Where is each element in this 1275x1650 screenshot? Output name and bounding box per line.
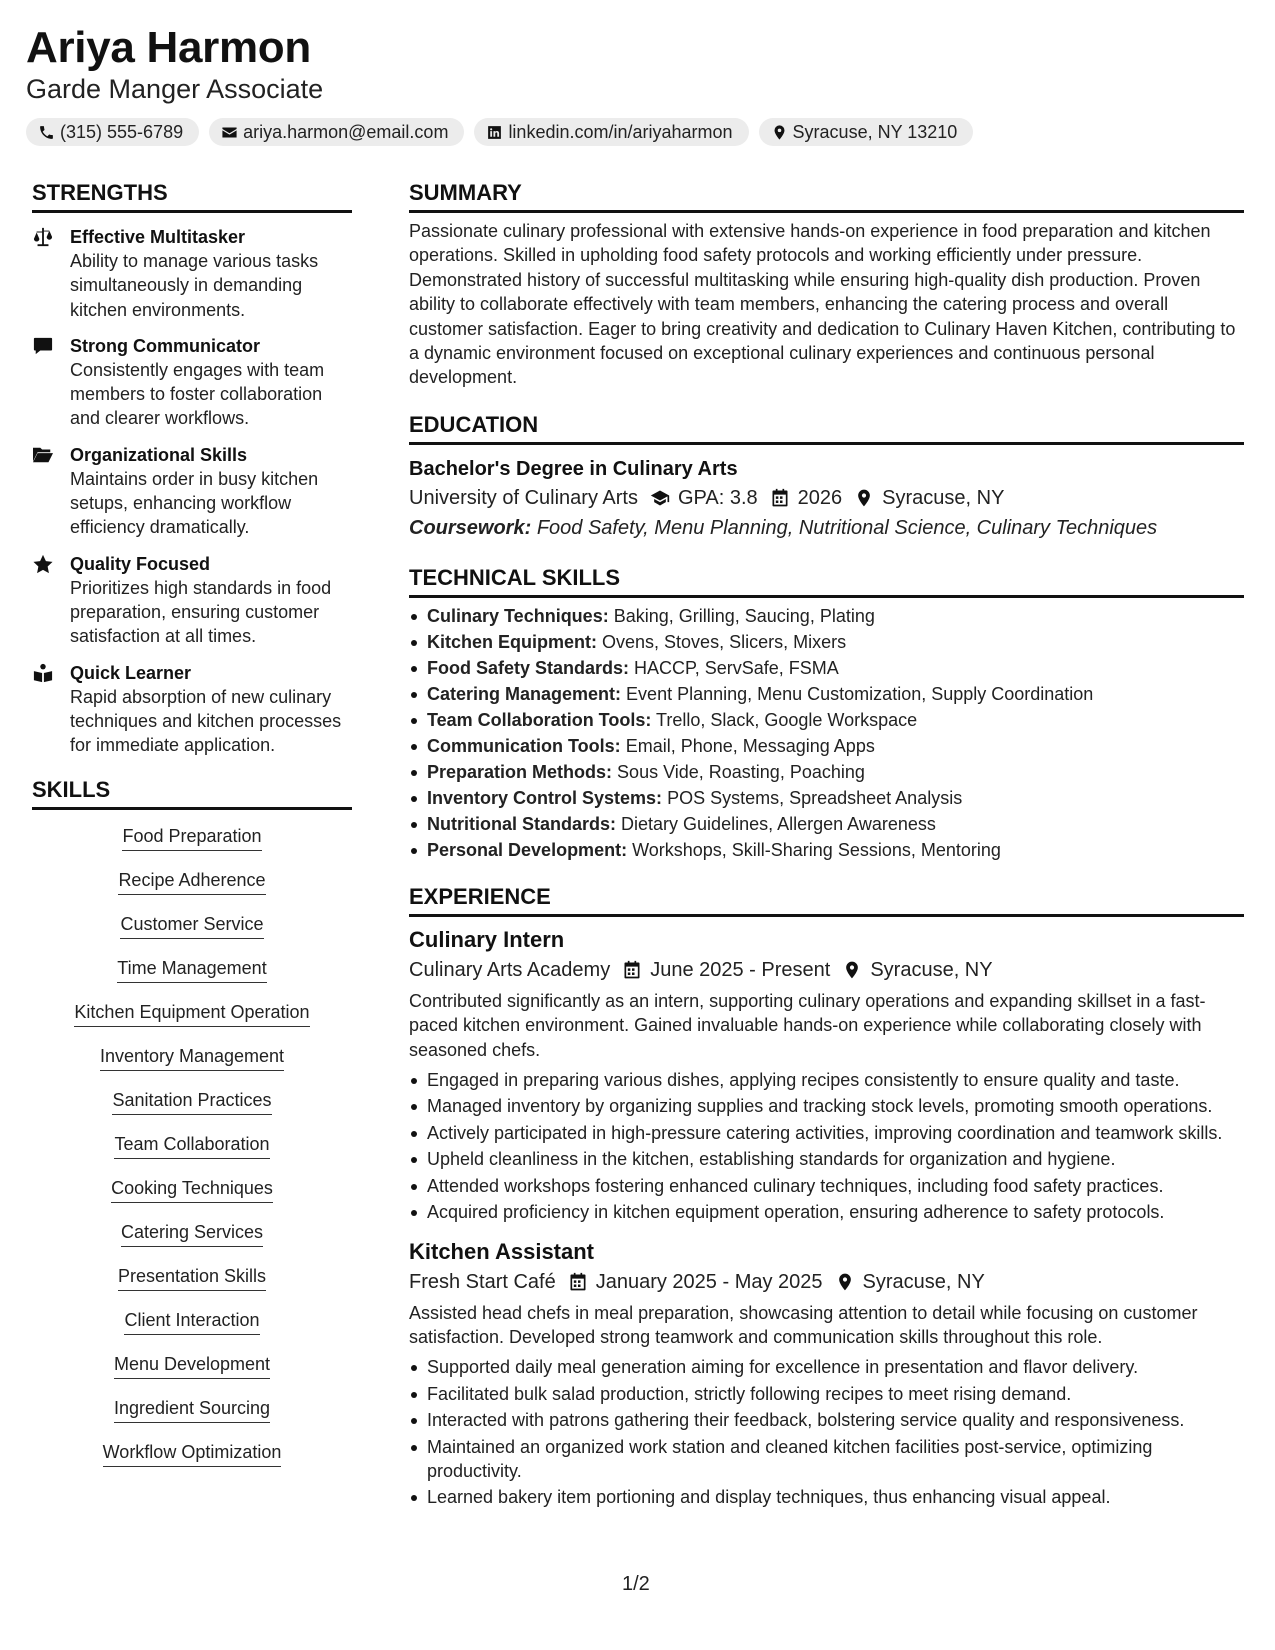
map-pin-icon (771, 124, 788, 141)
list-item (409, 760, 1244, 784)
strength-item (32, 552, 352, 649)
strengths-heading: STRENGTHS (32, 178, 352, 213)
graduation-cap-icon (650, 488, 670, 508)
skill-tag: Ingredient Sourcing (114, 1396, 270, 1423)
job-description: Contributed significantly as an intern, supporting culinary operations and expanding skillset in a fast-paced kitchen environment. Gained invaluable hands-on experience while collaborating closely with seasoned chefs. (409, 990, 1206, 1060)
skill-tag: Workflow Optimization (103, 1440, 282, 1467)
right-column (409, 178, 1244, 1512)
list-item: Engaged in preparing various dishes, applying recipes consistently to ensure quality and taste. (409, 1068, 1244, 1092)
graduation-year: 2026 (797, 486, 843, 509)
list-item (409, 812, 1244, 836)
skill-tag: Client Interaction (124, 1308, 259, 1335)
list-item (409, 656, 1244, 680)
strength-desc: Prioritizes high standards in food preparation, ensuring customer satisfaction at all times. (70, 577, 332, 647)
job-meta (409, 1267, 1244, 1297)
strength-title: Quality Focused (70, 553, 211, 574)
tech-skill-value: Event Planning, Menu Customization, Supply Coordination (626, 683, 1094, 704)
list-item: Upheld cleanliness in the kitchen, establishing standards for organization and hygiene. (409, 1147, 1244, 1171)
location-text: Syracuse, NY 13210 (792, 121, 958, 142)
map-pin-icon (835, 1272, 855, 1292)
company-name: Culinary Arts Academy (409, 958, 611, 981)
tech-skill-label: Personal Development: (427, 839, 628, 860)
skill-tag: Time Management (117, 956, 266, 983)
tech-skill-label: Culinary Techniques: (427, 605, 609, 626)
tech-skill-label: Communication Tools: (427, 735, 621, 756)
strength-title: Effective Multitasker (70, 227, 246, 247)
skill-tag: Inventory Management (100, 1044, 284, 1071)
tech-skill-label: Catering Management: (427, 683, 622, 704)
tech-skill-value: Ovens, Stoves, Slicers, Mixers (602, 631, 847, 652)
tech-skill-value: Trello, Slack, Google Workspace (656, 709, 918, 730)
tech-skill-value: Baking, Grilling, Saucing, Plating (613, 605, 875, 626)
list-item (409, 838, 1244, 862)
strength-item (32, 661, 352, 758)
left-column (32, 178, 352, 1484)
strength-title: Quick Learner (70, 662, 192, 683)
strength-desc: Consistently engages with team members to foster collaboration and clearer workflows. (70, 359, 325, 429)
contact-bar (26, 118, 1246, 146)
map-pin-icon (854, 488, 874, 508)
gpa-text: GPA: 3.8 (677, 486, 758, 509)
education-entry (409, 455, 1244, 543)
calendar-icon (770, 488, 790, 508)
strength-title: Strong Communicator (70, 335, 261, 356)
job-location: Syracuse, NY (870, 958, 993, 981)
job-entry (409, 925, 1244, 1225)
degree-title: Bachelor's Degree in Culinary Arts (409, 457, 738, 480)
phone-contact[interactable] (26, 118, 199, 146)
skill-tag: Sanitation Practices (112, 1088, 271, 1115)
experience-heading: EXPERIENCE (409, 882, 1244, 917)
tech-skill-label: Preparation Methods: (427, 761, 613, 782)
linkedin-contact[interactable] (474, 118, 748, 146)
job-location: Syracuse, NY (862, 1270, 985, 1293)
list-item: Managed inventory by organizing supplies and tracking stock levels, promoting smooth operations. (409, 1094, 1244, 1118)
list-item: Acquired proficiency in kitchen equipment operation, ensuring adherence to safety protocols. (409, 1200, 1244, 1224)
book-reader-icon (32, 663, 54, 683)
job-dates: January 2025 - May 2025 (595, 1270, 823, 1293)
email-text: ariya.harmon@email.com (243, 121, 449, 142)
list-item (409, 604, 1244, 628)
technical-skills-heading: TECHNICAL SKILLS (409, 563, 1244, 598)
phone-text: (315) 555-6789 (60, 121, 184, 142)
balance-scale-icon (32, 227, 54, 247)
job-dates: June 2025 - Present (650, 958, 831, 981)
job-entry (409, 1237, 1244, 1510)
list-item: Interacted with patrons gathering their feedback, bolstering service quality and responsiveness. (409, 1408, 1244, 1432)
list-item: Maintained an organized work station and cleaned kitchen facilities post-service, optimizing productivity. (409, 1435, 1244, 1484)
star-icon (32, 554, 54, 574)
skill-tag: Team Collaboration (114, 1132, 269, 1159)
company-name: Fresh Start Café (409, 1270, 556, 1293)
list-item: Learned bakery item portioning and display techniques, thus enhancing visual appeal. (409, 1485, 1244, 1509)
strength-title: Organizational Skills (70, 444, 248, 465)
strength-desc: Maintains order in busy kitchen setups, enhancing workflow efficiency dramatically. (70, 468, 319, 538)
tech-skill-label: Team Collaboration Tools: (427, 709, 652, 730)
list-item: Supported daily meal generation aiming for excellence in presentation and flavor delivery. (409, 1355, 1244, 1379)
education-meta (409, 483, 1244, 513)
strengths-list (32, 225, 352, 757)
coursework-label: Coursework: (409, 516, 532, 539)
list-item: Facilitated bulk salad production, strictly following recipes to meet rising demand. (409, 1382, 1244, 1406)
job-title: Kitchen Assistant (409, 1238, 595, 1264)
email-contact[interactable] (209, 118, 464, 146)
linkedin-text: linkedin.com/in/ariyaharmon (508, 121, 733, 142)
skill-tag: Kitchen Equipment Operation (74, 1000, 309, 1027)
skill-tag: Catering Services (121, 1220, 263, 1247)
list-item (409, 630, 1244, 654)
strength-desc: Rapid absorption of new culinary techniques and kitchen processes for immediate application. (70, 686, 342, 756)
skill-tag: Presentation Skills (118, 1264, 266, 1291)
tech-skill-label: Food Safety Standards: (427, 657, 630, 678)
skills-heading: SKILLS (32, 775, 352, 810)
education-heading: EDUCATION (409, 410, 1244, 445)
list-item (409, 708, 1244, 732)
job-bullets (409, 1068, 1244, 1224)
list-item (409, 682, 1244, 706)
skills-list (32, 824, 352, 1484)
resume-header (26, 22, 1246, 146)
skill-tag: Recipe Adherence (118, 868, 265, 895)
tech-skill-value: Email, Phone, Messaging Apps (625, 735, 875, 756)
map-pin-icon (842, 960, 862, 980)
skill-tag: Menu Development (114, 1352, 270, 1379)
phone-icon (38, 124, 55, 141)
list-item (409, 786, 1244, 810)
job-title: Culinary Intern (409, 926, 565, 952)
folder-open-icon (32, 445, 54, 465)
tech-skill-value: Dietary Guidelines, Allergen Awareness (621, 813, 936, 834)
skill-tag: Food Preparation (122, 824, 261, 851)
skill-tag: Customer Service (120, 912, 263, 939)
technical-skills-list (409, 604, 1244, 862)
tech-skill-label: Inventory Control Systems: (427, 787, 663, 808)
tech-skill-value: Sous Vide, Roasting, Poaching (617, 761, 865, 782)
location-contact (759, 118, 974, 146)
coursework-text: Food Safety, Menu Planning, Nutritional Science, Culinary Techniques (536, 516, 1158, 539)
list-item (409, 734, 1244, 758)
candidate-role: Garde Manger Associate (26, 74, 324, 104)
job-bullets (409, 1355, 1244, 1509)
envelope-icon (221, 124, 238, 141)
tech-skill-value: Workshops, Skill-Sharing Sessions, Mentoring (632, 839, 1001, 860)
linkedin-icon (486, 124, 503, 141)
speech-bubble-icon (32, 336, 54, 356)
tech-skill-label: Nutritional Standards: (427, 813, 617, 834)
tech-skill-label: Kitchen Equipment: (427, 631, 597, 652)
tech-skill-value: POS Systems, Spreadsheet Analysis (667, 787, 963, 808)
strength-desc: Ability to manage various tasks simultaneously in demanding kitchen environments. (70, 251, 319, 320)
summary-text: Passionate culinary professional with extensive hands-on experience in food preparation and kitchen operations. Skilled in upholding food safety protocols and working efficiently under pressure. Demonstrated history of successful multitasking while ensuring high-quality dish production. Proven ability to collaborate effectively with team members, enhancing the catering process and overall customer satisfaction. Eager to bring creativity and dedication to Culinary Haven Kitchen, contributing to a dynamic environment focused on exceptional culinary experiences and continuous personal development. (409, 221, 1236, 388)
skill-tag: Cooking Techniques (111, 1176, 273, 1203)
page-number: 1/2 (622, 1573, 650, 1595)
job-description: Assisted head chefs in meal preparation, showcasing attention to detail while focusing on customer satisfaction. Developed strong teamwork and communication skills throughout this role. (409, 1302, 1198, 1347)
calendar-icon (568, 1272, 588, 1292)
job-meta (409, 955, 1244, 985)
strength-item (32, 334, 352, 431)
candidate-name: Ariya Harmon (26, 23, 311, 72)
school-name: University of Culinary Arts (409, 486, 638, 509)
list-item: Attended workshops fostering enhanced culinary techniques, including food safety practices. (409, 1174, 1244, 1198)
coursework-line (409, 513, 1244, 543)
calendar-icon (622, 960, 642, 980)
education-location: Syracuse, NY (882, 486, 1005, 509)
tech-skill-value: HACCP, ServSafe, FSMA (634, 657, 839, 678)
summary-heading: SUMMARY (409, 178, 1244, 213)
strength-item (32, 443, 352, 540)
strength-item (32, 225, 352, 322)
list-item: Actively participated in high-pressure catering activities, improving coordination and teamwork skills. (409, 1121, 1244, 1145)
